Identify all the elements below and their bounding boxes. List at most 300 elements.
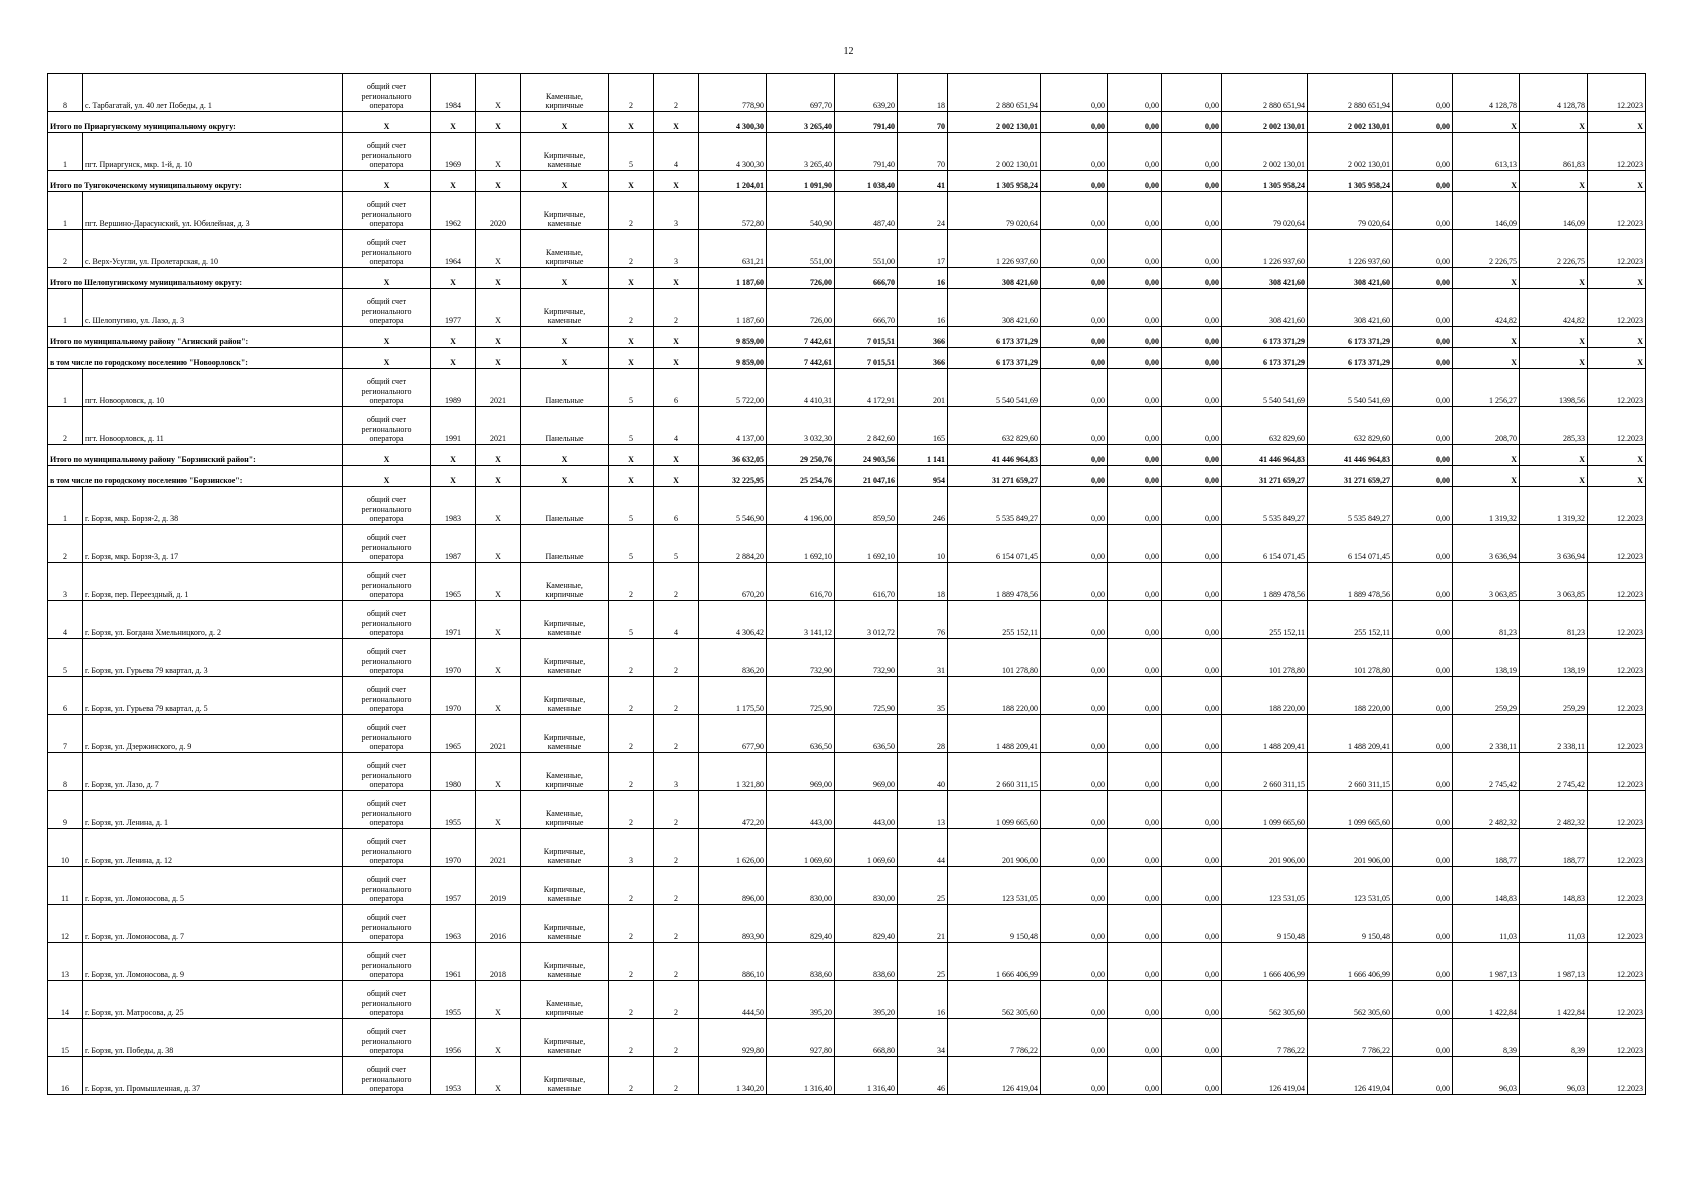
local-budget-cell: 0,00 xyxy=(1162,369,1222,407)
account-cell-line: общий счет xyxy=(366,141,407,151)
unit-cost-cell: 2 745,42 xyxy=(1453,753,1520,791)
year-built-cell: 1962 xyxy=(431,192,476,230)
address-cell: с. Верх-Усугли, ул. Пролетарская, д. 10 xyxy=(83,230,343,268)
year-repair-cell: X xyxy=(476,230,521,268)
unit-cost-cell: 3 636,94 xyxy=(1453,525,1520,563)
unit-max-cost-cell: 8,39 xyxy=(1520,1019,1588,1057)
summary-row xyxy=(48,348,1646,369)
walls-cell-line: Кирпичные, xyxy=(543,884,586,894)
year-built-cell: 1970 xyxy=(431,829,476,867)
address-cell: г. Борзя, ул. Ломоносова, д. 7 xyxy=(83,905,343,943)
area-living-cell: 1 316,40 xyxy=(835,1057,898,1095)
fund-cell: 0,00 xyxy=(1041,407,1108,445)
account-cell-line: регионального xyxy=(361,922,412,932)
account-cell-line: общий счет xyxy=(366,297,407,307)
owners-funds-2-cell: 1 488 209,41 xyxy=(1308,715,1393,753)
fund-cell: 0,00 xyxy=(1041,369,1108,407)
year-built-cell: 1963 xyxy=(431,905,476,943)
cost-total-cell: 632 829,60 xyxy=(948,407,1041,445)
account-cell-line: регионального xyxy=(361,386,412,396)
entrances-cell: X xyxy=(654,445,699,466)
owners-funds-cell: 123 531,05 xyxy=(1222,867,1308,905)
residents-cell: 34 xyxy=(898,1019,948,1057)
table-row xyxy=(48,943,1646,981)
account-cell-line: общий счет xyxy=(366,799,407,809)
other-funds-cell: 0,00 xyxy=(1393,867,1453,905)
year-repair-cell: X xyxy=(476,791,521,829)
cost-total-cell: 1 226 937,60 xyxy=(948,230,1041,268)
area-rooms-cell: 4 196,00 xyxy=(767,487,835,525)
residents-cell: 31 xyxy=(898,639,948,677)
account-cell xyxy=(343,525,431,563)
floors-cell: 2 xyxy=(609,1057,654,1095)
area-living-cell: 725,90 xyxy=(835,677,898,715)
area-rooms-cell: 3 265,40 xyxy=(767,112,835,133)
account-cell-line: оператора xyxy=(369,218,404,228)
cost-total-cell: 101 278,80 xyxy=(948,639,1041,677)
area-living-cell: 838,60 xyxy=(835,943,898,981)
row-number-cell: 1 xyxy=(48,487,83,525)
year-repair-cell: X xyxy=(476,1057,521,1095)
fund-cell: 0,00 xyxy=(1041,230,1108,268)
account-cell-line: общий счет xyxy=(366,837,407,847)
table-body xyxy=(48,74,1646,1095)
walls-cell xyxy=(521,601,609,639)
area-living-cell: 487,40 xyxy=(835,192,898,230)
account-cell xyxy=(343,1057,431,1095)
year-built-cell: 1980 xyxy=(431,753,476,791)
table-row xyxy=(48,563,1646,601)
account-cell-line: оператора xyxy=(369,1007,404,1017)
walls-cell-line: Кирпичные, xyxy=(543,1036,586,1046)
regional-budget-cell: 0,00 xyxy=(1108,1019,1162,1057)
walls-cell: X xyxy=(521,112,609,133)
walls-cell xyxy=(521,753,609,791)
account-cell-line: регионального xyxy=(361,424,412,434)
area-living-cell: 668,80 xyxy=(835,1019,898,1057)
account-cell-line: регионального xyxy=(361,1074,412,1084)
area-rooms-cell: 443,00 xyxy=(767,791,835,829)
summary-label-cell: в том числе по городскому поселению "Борзинское": xyxy=(48,466,343,487)
unit-max-cost-cell: X xyxy=(1520,171,1588,192)
unit-cost-cell: X xyxy=(1453,445,1520,466)
year-repair-cell: X xyxy=(476,268,521,289)
regional-budget-cell: 0,00 xyxy=(1108,407,1162,445)
address-cell: г. Борзя, пер. Переездный, д. 1 xyxy=(83,563,343,601)
address-cell: пгт. Новоорловск, д. 11 xyxy=(83,407,343,445)
account-cell-line: оператора xyxy=(369,159,404,169)
fund-cell: 0,00 xyxy=(1041,677,1108,715)
address-cell: г. Борзя, ул. Победы, д. 38 xyxy=(83,1019,343,1057)
fund-cell: 0,00 xyxy=(1041,639,1108,677)
area-total-cell: 4 137,00 xyxy=(699,407,767,445)
residents-cell: 76 xyxy=(898,601,948,639)
local-budget-cell: 0,00 xyxy=(1162,829,1222,867)
local-budget-cell: 0,00 xyxy=(1162,327,1222,348)
owners-funds-cell: 188 220,00 xyxy=(1222,677,1308,715)
year-built-cell: 1955 xyxy=(431,981,476,1019)
walls-cell xyxy=(521,943,609,981)
walls-cell xyxy=(521,407,609,445)
account-cell xyxy=(343,289,431,327)
residents-cell: 16 xyxy=(898,268,948,289)
account-cell xyxy=(343,905,431,943)
summary-label-cell: Итого по муниципальному району "Борзинский район": xyxy=(48,445,343,466)
account-cell-line: регионального xyxy=(361,960,412,970)
year-built-cell: X xyxy=(431,327,476,348)
regional-budget-cell: 0,00 xyxy=(1108,348,1162,369)
account-cell xyxy=(343,230,431,268)
residents-cell: 70 xyxy=(898,112,948,133)
walls-cell-line: каменные xyxy=(547,931,582,941)
account-cell xyxy=(343,133,431,171)
year-repair-cell: X xyxy=(476,1019,521,1057)
account-cell xyxy=(343,74,431,112)
walls-cell xyxy=(521,791,609,829)
residents-cell: 16 xyxy=(898,289,948,327)
walls-cell-line: кирпичные xyxy=(545,779,584,789)
owners-funds-cell: 41 446 964,83 xyxy=(1222,445,1308,466)
owners-funds-2-cell: 9 150,48 xyxy=(1308,905,1393,943)
owners-funds-2-cell: 7 786,22 xyxy=(1308,1019,1393,1057)
area-rooms-cell: 540,90 xyxy=(767,192,835,230)
account-cell-line: общий счет xyxy=(366,647,407,657)
account-cell-line: оператора xyxy=(369,433,404,443)
floors-cell: 2 xyxy=(609,677,654,715)
unit-max-cost-cell: 3 636,94 xyxy=(1520,525,1588,563)
unit-cost-cell: X xyxy=(1453,112,1520,133)
fund-cell: 0,00 xyxy=(1041,445,1108,466)
regional-budget-cell: 0,00 xyxy=(1108,677,1162,715)
walls-cell-line: Кирпичные, xyxy=(543,618,586,628)
area-rooms-cell: 636,50 xyxy=(767,715,835,753)
deadline-cell: 12.2023 xyxy=(1588,677,1646,715)
walls-cell xyxy=(521,525,609,563)
fund-cell: 0,00 xyxy=(1041,466,1108,487)
regional-budget-cell: 0,00 xyxy=(1108,289,1162,327)
year-built-cell: 1971 xyxy=(431,601,476,639)
owners-funds-2-cell: 6 154 071,45 xyxy=(1308,525,1393,563)
other-funds-cell: 0,00 xyxy=(1393,74,1453,112)
summary-row xyxy=(48,466,1646,487)
owners-funds-cell: 6 173 371,29 xyxy=(1222,327,1308,348)
area-total-cell: 5 722,00 xyxy=(699,369,767,407)
other-funds-cell: 0,00 xyxy=(1393,905,1453,943)
summary-row xyxy=(48,171,1646,192)
fund-cell: 0,00 xyxy=(1041,487,1108,525)
floors-cell: 2 xyxy=(609,639,654,677)
walls-cell-line: кирпичные xyxy=(545,1007,584,1017)
area-total-cell: 1 340,20 xyxy=(699,1057,767,1095)
local-budget-cell: 0,00 xyxy=(1162,601,1222,639)
year-built-cell: 1970 xyxy=(431,639,476,677)
area-total-cell: 2 884,20 xyxy=(699,525,767,563)
cost-total-cell: 6 173 371,29 xyxy=(948,348,1041,369)
area-total-cell: 893,90 xyxy=(699,905,767,943)
floors-cell: 2 xyxy=(609,943,654,981)
floors-cell: 2 xyxy=(609,791,654,829)
table-row xyxy=(48,487,1646,525)
walls-cell-line: Панельные xyxy=(545,395,584,405)
unit-cost-cell: 3 063,85 xyxy=(1453,563,1520,601)
owners-funds-cell: 1 889 478,56 xyxy=(1222,563,1308,601)
residents-cell: 954 xyxy=(898,466,948,487)
year-repair-cell: X xyxy=(476,348,521,369)
account-cell-line: регионального xyxy=(361,808,412,818)
area-total-cell: 4 306,42 xyxy=(699,601,767,639)
owners-funds-2-cell: 308 421,60 xyxy=(1308,289,1393,327)
area-rooms-cell: 725,90 xyxy=(767,677,835,715)
local-budget-cell: 0,00 xyxy=(1162,171,1222,192)
walls-cell-line: Кирпичные, xyxy=(543,694,586,704)
area-living-cell: 1 069,60 xyxy=(835,829,898,867)
other-funds-cell: 0,00 xyxy=(1393,1019,1453,1057)
area-rooms-cell: 829,40 xyxy=(767,905,835,943)
cost-total-cell: 1 305 958,24 xyxy=(948,171,1041,192)
account-cell-line: регионального xyxy=(361,846,412,856)
year-built-cell: 1969 xyxy=(431,133,476,171)
address-cell: г. Борзя, ул. Ленина, д. 1 xyxy=(83,791,343,829)
row-number-cell: 2 xyxy=(48,407,83,445)
owners-funds-cell: 1 226 937,60 xyxy=(1222,230,1308,268)
row-number-cell: 3 xyxy=(48,563,83,601)
account-cell-line: регионального xyxy=(361,504,412,514)
residents-cell: 40 xyxy=(898,753,948,791)
other-funds-cell: 0,00 xyxy=(1393,639,1453,677)
walls-cell-line: каменные xyxy=(547,893,582,903)
walls-cell-line: Панельные xyxy=(545,551,584,561)
account-cell-line: регионального xyxy=(361,694,412,704)
floors-cell: X xyxy=(609,268,654,289)
local-budget-cell: 0,00 xyxy=(1162,981,1222,1019)
entrances-cell: 3 xyxy=(654,753,699,791)
unit-cost-cell: 146,09 xyxy=(1453,192,1520,230)
area-living-cell: 443,00 xyxy=(835,791,898,829)
residents-cell: 201 xyxy=(898,369,948,407)
unit-cost-cell: 2 226,75 xyxy=(1453,230,1520,268)
deadline-cell: X xyxy=(1588,327,1646,348)
account-cell-line: общий счет xyxy=(366,913,407,923)
other-funds-cell: 0,00 xyxy=(1393,133,1453,171)
floors-cell: 2 xyxy=(609,981,654,1019)
year-repair-cell: X xyxy=(476,133,521,171)
page-number: 12 xyxy=(843,46,854,57)
residents-cell: 21 xyxy=(898,905,948,943)
account-cell-line: оператора xyxy=(369,1045,404,1055)
entrances-cell: X xyxy=(654,327,699,348)
cost-total-cell: 41 446 964,83 xyxy=(948,445,1041,466)
account-cell-line: оператора xyxy=(369,513,404,523)
address-cell: г. Борзя, ул. Лазо, д. 7 xyxy=(83,753,343,791)
residents-cell: 18 xyxy=(898,563,948,601)
owners-funds-cell: 126 419,04 xyxy=(1222,1057,1308,1095)
row-number-cell: 16 xyxy=(48,1057,83,1095)
residents-cell: 28 xyxy=(898,715,948,753)
unit-max-cost-cell: 1 987,13 xyxy=(1520,943,1588,981)
row-number-cell: 9 xyxy=(48,791,83,829)
other-funds-cell: 0,00 xyxy=(1393,466,1453,487)
walls-cell xyxy=(521,981,609,1019)
area-rooms-cell: 1 692,10 xyxy=(767,525,835,563)
account-cell-line: оператора xyxy=(369,589,404,599)
area-rooms-cell: 551,00 xyxy=(767,230,835,268)
deadline-cell: 12.2023 xyxy=(1588,192,1646,230)
fund-cell: 0,00 xyxy=(1041,192,1108,230)
deadline-cell: X xyxy=(1588,466,1646,487)
fund-cell: 0,00 xyxy=(1041,171,1108,192)
walls-cell-line: каменные xyxy=(547,855,582,865)
entrances-cell: 4 xyxy=(654,407,699,445)
cost-total-cell: 2 660 311,15 xyxy=(948,753,1041,791)
floors-cell: 5 xyxy=(609,133,654,171)
walls-cell-line: Каменные, xyxy=(546,998,583,1008)
other-funds-cell: 0,00 xyxy=(1393,981,1453,1019)
area-rooms-cell: 29 250,76 xyxy=(767,445,835,466)
unit-cost-cell: 1 256,27 xyxy=(1453,369,1520,407)
fund-cell: 0,00 xyxy=(1041,268,1108,289)
account-cell-line: оператора xyxy=(369,779,404,789)
owners-funds-2-cell: 2 002 130,01 xyxy=(1308,112,1393,133)
year-repair-cell: 2021 xyxy=(476,369,521,407)
walls-cell xyxy=(521,289,609,327)
local-budget-cell: 0,00 xyxy=(1162,753,1222,791)
walls-cell xyxy=(521,905,609,943)
area-rooms-cell: 7 442,61 xyxy=(767,327,835,348)
year-built-cell: 1957 xyxy=(431,867,476,905)
table-row xyxy=(48,753,1646,791)
owners-funds-2-cell: 201 906,00 xyxy=(1308,829,1393,867)
owners-funds-2-cell: 2 002 130,01 xyxy=(1308,133,1393,171)
address-cell: г. Борзя, мкр. Борзя-3, д. 17 xyxy=(83,525,343,563)
other-funds-cell: 0,00 xyxy=(1393,715,1453,753)
walls-cell: X xyxy=(521,171,609,192)
year-built-cell: X xyxy=(431,348,476,369)
entrances-cell: X xyxy=(654,268,699,289)
unit-max-cost-cell: 3 063,85 xyxy=(1520,563,1588,601)
owners-funds-2-cell: 2 880 651,94 xyxy=(1308,74,1393,112)
table-row xyxy=(48,1057,1646,1095)
residents-cell: 35 xyxy=(898,677,948,715)
local-budget-cell: 0,00 xyxy=(1162,1019,1222,1057)
row-number-cell: 7 xyxy=(48,715,83,753)
table-row xyxy=(48,289,1646,327)
floors-cell: X xyxy=(609,327,654,348)
year-repair-cell: 2016 xyxy=(476,905,521,943)
row-number-cell: 15 xyxy=(48,1019,83,1057)
summary-label-cell: в том числе по городскому поселению "Новоорловск": xyxy=(48,348,343,369)
year-repair-cell: X xyxy=(476,753,521,791)
area-total-cell: 1 321,80 xyxy=(699,753,767,791)
fund-cell: 0,00 xyxy=(1041,525,1108,563)
year-built-cell: 1965 xyxy=(431,715,476,753)
area-total-cell: 9 859,00 xyxy=(699,327,767,348)
owners-funds-2-cell: 308 421,60 xyxy=(1308,268,1393,289)
unit-max-cost-cell: 188,77 xyxy=(1520,829,1588,867)
area-living-cell: 1 692,10 xyxy=(835,525,898,563)
owners-funds-cell: 201 906,00 xyxy=(1222,829,1308,867)
unit-cost-cell: 1 319,32 xyxy=(1453,487,1520,525)
walls-cell-line: каменные xyxy=(547,741,582,751)
year-repair-cell: X xyxy=(476,487,521,525)
cost-total-cell: 1 889 478,56 xyxy=(948,563,1041,601)
fund-cell: 0,00 xyxy=(1041,829,1108,867)
area-living-cell: 859,50 xyxy=(835,487,898,525)
account-cell xyxy=(343,369,431,407)
account-cell-line: общий счет xyxy=(366,533,407,543)
area-rooms-cell: 927,80 xyxy=(767,1019,835,1057)
regional-budget-cell: 0,00 xyxy=(1108,601,1162,639)
unit-max-cost-cell: 2 482,32 xyxy=(1520,791,1588,829)
floors-cell: X xyxy=(609,348,654,369)
area-total-cell: 36 632,05 xyxy=(699,445,767,466)
regional-budget-cell: 0,00 xyxy=(1108,981,1162,1019)
unit-cost-cell: 8,39 xyxy=(1453,1019,1520,1057)
owners-funds-2-cell: 126 419,04 xyxy=(1308,1057,1393,1095)
other-funds-cell: 0,00 xyxy=(1393,829,1453,867)
local-budget-cell: 0,00 xyxy=(1162,466,1222,487)
account-cell-line: общий счет xyxy=(366,1027,407,1037)
regional-budget-cell: 0,00 xyxy=(1108,327,1162,348)
owners-funds-2-cell: 5 540 541,69 xyxy=(1308,369,1393,407)
unit-max-cost-cell: 1 319,32 xyxy=(1520,487,1588,525)
entrances-cell: 3 xyxy=(654,192,699,230)
unit-max-cost-cell: 2 338,11 xyxy=(1520,715,1588,753)
area-total-cell: 472,20 xyxy=(699,791,767,829)
entrances-cell: 2 xyxy=(654,289,699,327)
unit-cost-cell: 1 422,84 xyxy=(1453,981,1520,1019)
residents-cell: 366 xyxy=(898,327,948,348)
area-rooms-cell: 697,70 xyxy=(767,74,835,112)
walls-cell-line: кирпичные xyxy=(545,589,584,599)
table-row xyxy=(48,905,1646,943)
floors-cell: 2 xyxy=(609,715,654,753)
year-repair-cell: 2021 xyxy=(476,715,521,753)
cost-total-cell: 2 002 130,01 xyxy=(948,133,1041,171)
area-rooms-cell: 726,00 xyxy=(767,268,835,289)
unit-max-cost-cell: 146,09 xyxy=(1520,192,1588,230)
area-rooms-cell: 3 141,12 xyxy=(767,601,835,639)
walls-cell-line: каменные xyxy=(547,665,582,675)
cost-total-cell: 2 880 651,94 xyxy=(948,74,1041,112)
year-built-cell: 1991 xyxy=(431,407,476,445)
area-living-cell: 639,20 xyxy=(835,74,898,112)
floors-cell: X xyxy=(609,445,654,466)
address-cell: г. Борзя, мкр. Борзя-2, д. 38 xyxy=(83,487,343,525)
summary-row xyxy=(48,112,1646,133)
area-total-cell: 1 175,50 xyxy=(699,677,767,715)
unit-max-cost-cell: 861,83 xyxy=(1520,133,1588,171)
account-cell: X xyxy=(343,348,431,369)
area-rooms-cell: 25 254,76 xyxy=(767,466,835,487)
residents-cell: 18 xyxy=(898,74,948,112)
row-number-cell: 8 xyxy=(48,74,83,112)
account-cell xyxy=(343,715,431,753)
fund-cell: 0,00 xyxy=(1041,601,1108,639)
residents-cell: 25 xyxy=(898,867,948,905)
regional-budget-cell: 0,00 xyxy=(1108,268,1162,289)
table-row xyxy=(48,829,1646,867)
walls-cell: X xyxy=(521,466,609,487)
residents-cell: 246 xyxy=(898,487,948,525)
account-cell-line: оператора xyxy=(369,665,404,675)
area-rooms-cell: 7 442,61 xyxy=(767,348,835,369)
account-cell xyxy=(343,192,431,230)
entrances-cell: 6 xyxy=(654,369,699,407)
local-budget-cell: 0,00 xyxy=(1162,677,1222,715)
entrances-cell: 5 xyxy=(654,525,699,563)
table-row xyxy=(48,369,1646,407)
area-total-cell: 886,10 xyxy=(699,943,767,981)
